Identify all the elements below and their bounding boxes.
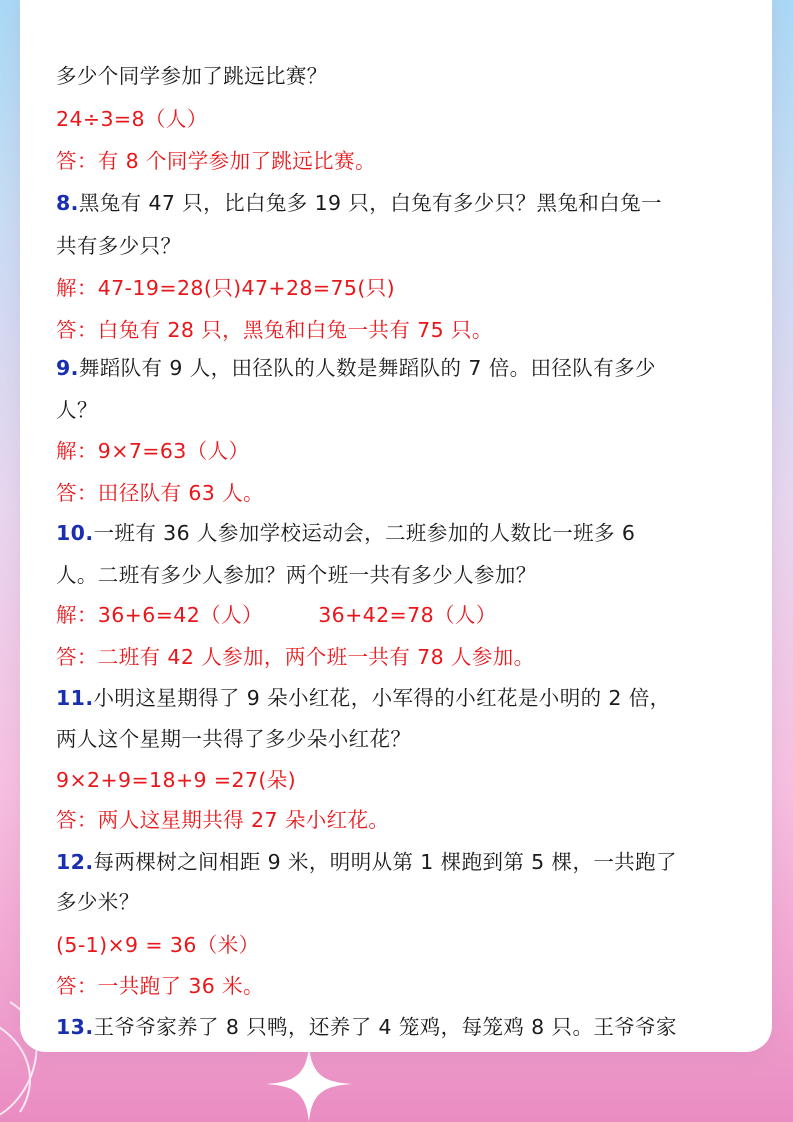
question-number: 11. <box>56 686 94 710</box>
question-11: 11.小明这星期得了 9 朵小红花，小军得的小红花是小明的 2 倍， <box>56 686 671 710</box>
question-10: 10.一班有 36 人参加学校运动会，二班参加的人数比一班多 6 <box>56 521 636 545</box>
solution-line: (5-1)×9 = 36（米） <box>56 933 260 957</box>
answer-line: 答：两人这星期共得 27 朵小红花。 <box>56 808 390 832</box>
question-number: 9. <box>56 356 79 380</box>
question-number: 8. <box>56 191 79 215</box>
solution-line: 解：47-19=28(只)47+28=75(只) <box>56 276 396 300</box>
text-line: 两人这个星期一共得了多少朵小红花？ <box>56 727 412 751</box>
text-line: 共有多少只？ <box>56 234 182 258</box>
answer-line: 答：田径队有 63 人。 <box>56 481 264 505</box>
question-number: 13. <box>56 1015 94 1039</box>
question-8: 8.黑兔有 47 只，比白兔多 19 只，白兔有多少只？黑兔和白兔一 <box>56 191 662 215</box>
solution-line: 24÷3=8（人） <box>56 107 208 131</box>
solution-line: 解：9×7=63（人） <box>56 439 250 463</box>
text-line: 多少个同学参加了跳远比赛？ <box>56 64 328 88</box>
answer-line: 答：二班有 42 人参加，两个班一共有 78 人参加。 <box>56 645 535 669</box>
solution-line: 9×2+9=18+9 =27(朵) <box>56 768 297 792</box>
document-card <box>20 0 772 1052</box>
question-number: 10. <box>56 521 94 545</box>
answer-line: 答：白兔有 28 只，黑兔和白兔一共有 75 只。 <box>56 318 493 342</box>
solution-line: 解：36+6=42（人） 36+42=78（人） <box>56 603 497 627</box>
answer-line: 答：有 8 个同学参加了跳远比赛。 <box>56 149 376 173</box>
text-line: 人。二班有多少人参加？两个班一共有多少人参加？ <box>56 563 537 587</box>
question-number: 12. <box>56 850 94 874</box>
question-9: 9.舞蹈队有 9 人，田径队的人数是舞蹈队的 7 倍。田径队有多少 <box>56 356 656 380</box>
text-line: 人？ <box>56 398 98 422</box>
question-13: 13.王爷爷家养了 8 只鸭，还养了 4 笼鸡，每笼鸡 8 只。王爷爷家 <box>56 1015 677 1039</box>
answer-line: 答：一共跑了 36 米。 <box>56 974 264 998</box>
text-line: 多少米？ <box>56 890 140 914</box>
question-12: 12.每两棵树之间相距 9 米，明明从第 1 棵跑到第 5 棵，一共跑了 <box>56 850 677 874</box>
sparkle-star-icon <box>266 1046 352 1122</box>
